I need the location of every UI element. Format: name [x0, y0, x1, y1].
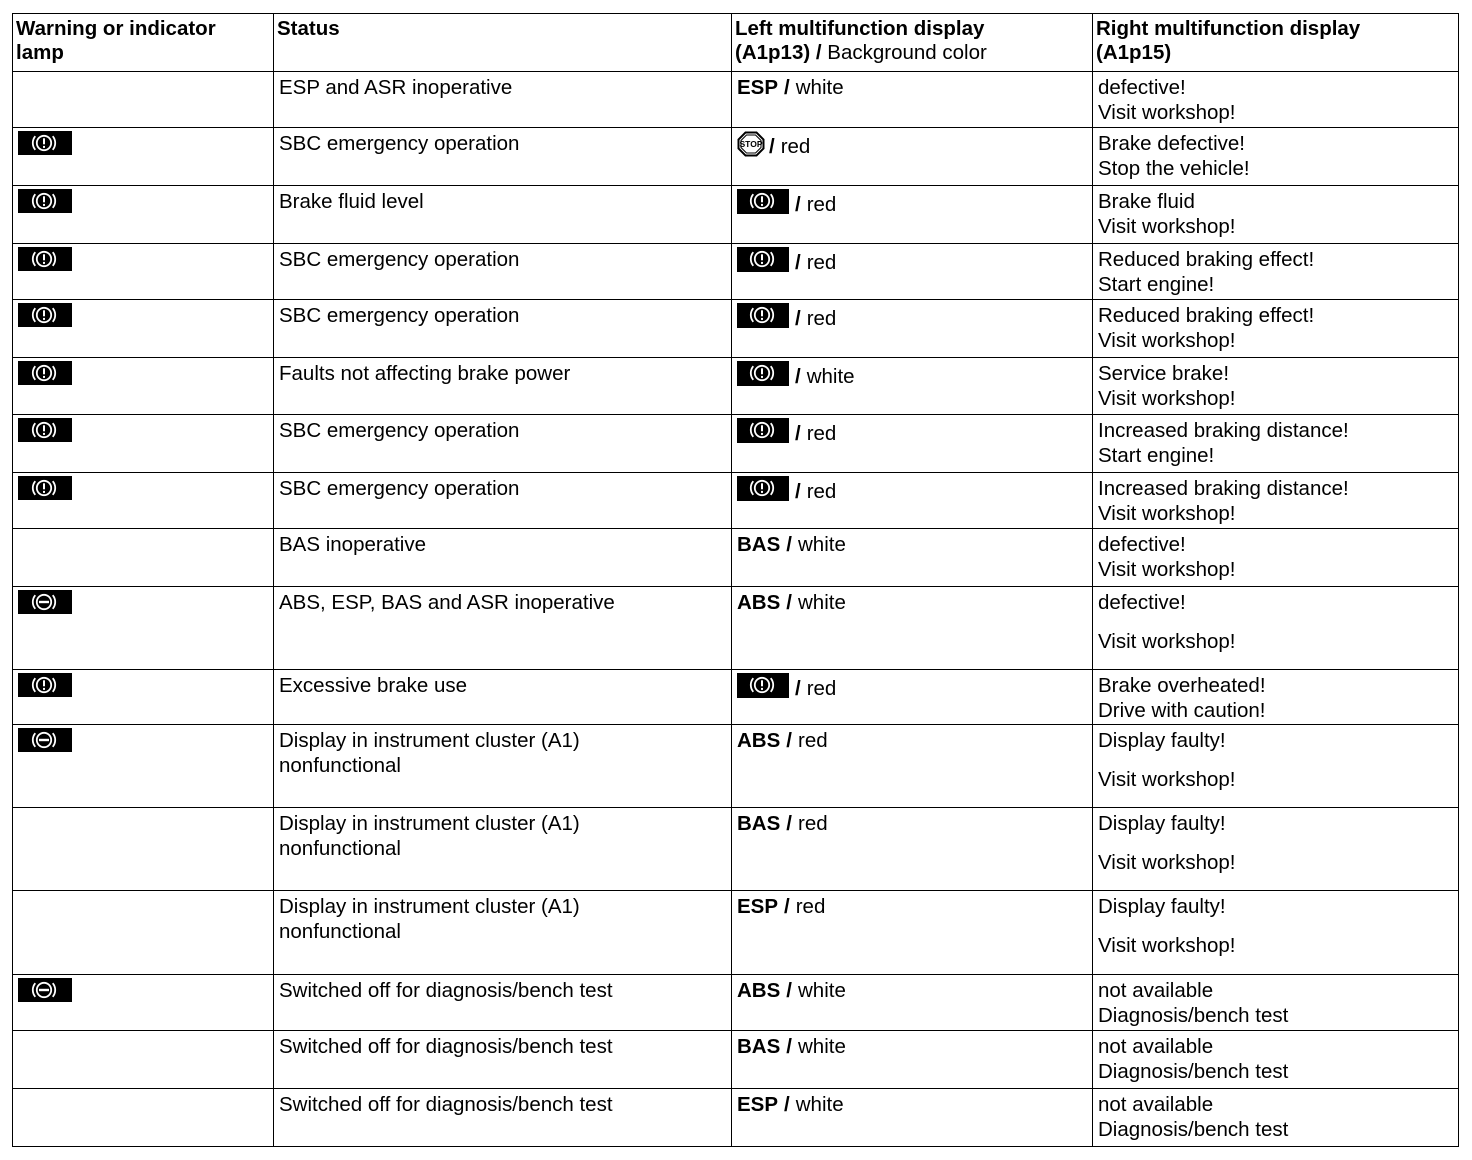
- message-spacer: [1098, 753, 1454, 767]
- header-right-display: [1093, 14, 1459, 72]
- display-symbol: ESP: [737, 76, 779, 99]
- message-text: Start engine!: [1098, 273, 1215, 296]
- message-text: Increased braking distance!: [1098, 419, 1349, 442]
- right-display-cell: [1093, 128, 1459, 186]
- lamp-cell: [13, 244, 274, 300]
- status-cell: [274, 128, 732, 186]
- lamp-cell: [13, 415, 274, 473]
- status-text: Display in instrument cluster (A1): [279, 729, 580, 752]
- right-display-cell: [1093, 473, 1459, 529]
- status-text: SBC emergency operation: [279, 477, 520, 500]
- message-spacer: [1098, 615, 1454, 629]
- left-display-cell: [732, 725, 1093, 808]
- lamp-cell: [13, 1031, 274, 1089]
- brake-warning-icon: [18, 361, 72, 385]
- svg-text:STOP: STOP: [739, 139, 763, 150]
- status-cell: [274, 186, 732, 244]
- message-text: not available: [1098, 979, 1214, 1002]
- left-display-cell: [732, 975, 1093, 1031]
- left-display-cell: [732, 186, 1093, 244]
- table-row: [13, 473, 1459, 529]
- right-display-cell: [1093, 808, 1459, 891]
- status-text: Switched off for diagnosis/bench test: [279, 979, 613, 1002]
- background-color-value: red: [806, 422, 837, 445]
- status-text: SBC emergency operation: [279, 304, 520, 327]
- table-row: [13, 358, 1459, 415]
- abs-warning-glyph: [29, 591, 59, 613]
- status-cell: [274, 244, 732, 300]
- status-cell: [274, 1089, 732, 1147]
- status-text: nonfunctional: [279, 837, 401, 860]
- status-cell: [274, 975, 732, 1031]
- brake-warning-icon: [737, 189, 789, 214]
- message-text: Start engine!: [1098, 444, 1215, 467]
- header-lamp-line2: lamp: [16, 41, 64, 64]
- brake-warning-icon: [737, 361, 789, 386]
- status-text: Faults not affecting brake power: [279, 362, 571, 385]
- display-symbol: ABS: [737, 979, 781, 1002]
- header-lamp-line1: Warning or indicator: [16, 17, 216, 40]
- background-color-value: red: [806, 307, 837, 330]
- message-text: defective!: [1098, 591, 1186, 614]
- table-row: [13, 186, 1459, 244]
- display-symbol: BAS: [737, 812, 781, 835]
- status-cell: [274, 587, 732, 670]
- right-display-cell: [1093, 72, 1459, 128]
- abs-warning-icon: [18, 978, 72, 1002]
- message-text: Visit workshop!: [1098, 329, 1236, 352]
- table-row: [13, 891, 1459, 975]
- table-row: [13, 670, 1459, 725]
- background-color-value: red: [795, 895, 826, 918]
- display-symbol: ESP: [737, 895, 779, 918]
- status-cell: [274, 808, 732, 891]
- table-row: [13, 72, 1459, 128]
- message-text: Visit workshop!: [1098, 934, 1236, 957]
- lamp-cell: [13, 808, 274, 891]
- display-separator: /: [786, 979, 792, 1002]
- status-cell: [274, 415, 732, 473]
- message-spacer: [1098, 919, 1454, 933]
- status-text: Switched off for diagnosis/bench test: [279, 1035, 613, 1058]
- brake-warning-glyph: [29, 304, 59, 326]
- background-color-value: white: [798, 591, 846, 614]
- status-cell: [274, 670, 732, 725]
- table-row: [13, 244, 1459, 300]
- left-display-cell: [732, 670, 1093, 725]
- header-lamp: [13, 14, 274, 72]
- brake-warning-icon: [737, 476, 789, 501]
- header-right-display-line1: Right multifunction display: [1096, 17, 1361, 40]
- left-display-cell: [732, 891, 1093, 975]
- background-color-value: white: [806, 365, 855, 388]
- display-separator: /: [795, 365, 801, 388]
- lamp-cell: [13, 300, 274, 358]
- background-color-value: white: [795, 1093, 844, 1116]
- brake-warning-glyph: [29, 419, 59, 441]
- status-cell: [274, 725, 732, 808]
- header-left-display-code: (A1p13): [735, 41, 811, 64]
- brake-warning-glyph: [29, 132, 59, 154]
- lamp-cell: [13, 975, 274, 1031]
- brake-warning-icon: [18, 418, 72, 442]
- status-text: Display in instrument cluster (A1): [279, 812, 580, 835]
- left-display-cell: [732, 244, 1093, 300]
- display-symbol: ESP: [737, 1093, 779, 1116]
- background-color-value: red: [806, 480, 837, 503]
- message-text: not available: [1098, 1093, 1214, 1116]
- header-left-display: [732, 14, 1093, 72]
- table-row: [13, 128, 1459, 186]
- brake-warning-glyph: [29, 362, 59, 384]
- display-separator: /: [784, 895, 790, 918]
- message-text: Diagnosis/bench test: [1098, 1004, 1289, 1027]
- lamp-cell: [13, 587, 274, 670]
- message-text: defective!: [1098, 76, 1186, 99]
- left-display-cell: [732, 72, 1093, 128]
- left-display-cell: [732, 300, 1093, 358]
- display-separator: /: [795, 193, 801, 216]
- lamp-cell: [13, 186, 274, 244]
- abs-warning-glyph: [29, 979, 59, 1001]
- message-text: Visit workshop!: [1098, 768, 1236, 791]
- status-cell: [274, 72, 732, 128]
- lamp-cell: [13, 670, 274, 725]
- left-display-cell: [732, 1089, 1093, 1147]
- message-text: Display faulty!: [1098, 895, 1226, 918]
- message-text: Stop the vehicle!: [1098, 157, 1250, 180]
- abs-warning-icon: [18, 728, 72, 752]
- lamp-cell: [13, 1089, 274, 1147]
- left-display-cell: [732, 1031, 1093, 1089]
- message-text: Visit workshop!: [1098, 558, 1236, 581]
- message-text: defective!: [1098, 533, 1186, 556]
- message-text: Visit workshop!: [1098, 502, 1236, 525]
- right-display-cell: [1093, 529, 1459, 587]
- brake-warning-glyph: [29, 477, 59, 499]
- table-row: [13, 725, 1459, 808]
- header-background-color: Background color: [827, 41, 987, 64]
- right-display-cell: [1093, 186, 1459, 244]
- brake-warning-icon: [18, 247, 72, 271]
- background-color-value: white: [798, 533, 846, 556]
- brake-warning-icon: [737, 303, 789, 328]
- right-display-cell: [1093, 415, 1459, 473]
- table-row: [13, 587, 1459, 670]
- left-display-cell: [732, 473, 1093, 529]
- message-text: Reduced braking effect!: [1098, 248, 1315, 271]
- display-symbol: BAS: [737, 1035, 781, 1058]
- lamp-cell: [13, 529, 274, 587]
- lamp-cell: [13, 891, 274, 975]
- status-text: BAS inoperative: [279, 533, 427, 556]
- header-left-display-slash: /: [815, 41, 822, 64]
- message-text: not available: [1098, 1035, 1214, 1058]
- message-text: Visit workshop!: [1098, 387, 1236, 410]
- table-row: [13, 529, 1459, 587]
- abs-warning-icon: [18, 590, 72, 614]
- display-separator: /: [786, 1035, 792, 1058]
- table-row: [13, 975, 1459, 1031]
- message-text: Brake fluid: [1098, 190, 1195, 213]
- status-text: SBC emergency operation: [279, 132, 520, 155]
- status-cell: [274, 529, 732, 587]
- brake-warning-glyph: [747, 477, 777, 499]
- status-cell: [274, 1031, 732, 1089]
- background-color-value: red: [806, 193, 837, 216]
- table-header-row: [13, 14, 1459, 72]
- status-text: ABS, ESP, BAS and ASR inoperative: [279, 591, 615, 614]
- right-display-cell: [1093, 244, 1459, 300]
- left-display-cell: [732, 808, 1093, 891]
- display-separator: /: [786, 591, 792, 614]
- display-separator: /: [795, 480, 801, 503]
- right-display-cell: [1093, 725, 1459, 808]
- right-display-cell: [1093, 975, 1459, 1031]
- message-text: Increased braking distance!: [1098, 477, 1349, 500]
- lamp-cell: [13, 128, 274, 186]
- brake-warning-glyph: [747, 362, 777, 384]
- brake-warning-icon: [18, 673, 72, 697]
- right-display-cell: [1093, 670, 1459, 725]
- header-status: Status: [274, 14, 732, 72]
- left-display-cell: [732, 587, 1093, 670]
- table-row: [13, 1031, 1459, 1089]
- left-display-cell: [732, 529, 1093, 587]
- status-text: Switched off for diagnosis/bench test: [279, 1093, 613, 1116]
- lamp-cell: [13, 72, 274, 128]
- brake-warning-table: [12, 13, 1459, 1147]
- table-row: [13, 415, 1459, 473]
- display-separator: /: [786, 729, 792, 752]
- status-text: Excessive brake use: [279, 674, 468, 697]
- message-text: Display faulty!: [1098, 729, 1226, 752]
- left-display-cell: [732, 415, 1093, 473]
- right-display-cell: [1093, 358, 1459, 415]
- display-separator: /: [795, 422, 801, 445]
- header-left-display-line1: Left multifunction display: [735, 17, 985, 40]
- message-text: Visit workshop!: [1098, 630, 1236, 653]
- brake-warning-icon: [737, 673, 789, 698]
- brake-warning-icon: [737, 247, 789, 272]
- message-text: Diagnosis/bench test: [1098, 1118, 1289, 1141]
- display-separator: /: [769, 135, 775, 158]
- right-display-cell: [1093, 1089, 1459, 1147]
- display-separator: /: [786, 533, 792, 556]
- message-text: Visit workshop!: [1098, 215, 1236, 238]
- background-color-value: red: [780, 135, 811, 158]
- display-separator: /: [795, 251, 801, 274]
- status-text: nonfunctional: [279, 920, 401, 943]
- status-text: Brake fluid level: [279, 190, 424, 213]
- display-separator: /: [795, 307, 801, 330]
- header-left-display-line2: [735, 41, 1088, 65]
- message-text: Visit workshop!: [1098, 101, 1236, 124]
- display-symbol: ABS: [737, 591, 781, 614]
- right-display-cell: [1093, 1031, 1459, 1089]
- brake-warning-glyph: [747, 248, 777, 270]
- message-spacer: [1098, 836, 1454, 850]
- message-text: Brake overheated!: [1098, 674, 1266, 697]
- message-text: Brake defective!: [1098, 132, 1245, 155]
- status-text: SBC emergency operation: [279, 419, 520, 442]
- header-right-display-line2: (A1p15): [1096, 41, 1172, 64]
- display-separator: /: [784, 76, 790, 99]
- right-display-cell: [1093, 891, 1459, 975]
- brake-warning-icon: [18, 476, 72, 500]
- table-row: [13, 1089, 1459, 1147]
- table-row: [13, 300, 1459, 358]
- brake-warning-glyph: [747, 304, 777, 326]
- status-text: SBC emergency operation: [279, 248, 520, 271]
- display-separator: /: [795, 677, 801, 700]
- background-color-value: red: [806, 677, 837, 700]
- status-cell: [274, 300, 732, 358]
- lamp-cell: [13, 473, 274, 529]
- right-display-cell: [1093, 587, 1459, 670]
- lamp-cell: [13, 725, 274, 808]
- brake-warning-glyph: [747, 674, 777, 696]
- status-cell: [274, 473, 732, 529]
- brake-warning-icon: [18, 131, 72, 155]
- display-separator: /: [786, 812, 792, 835]
- background-color-value: white: [795, 76, 844, 99]
- brake-warning-icon: [18, 303, 72, 327]
- status-text: nonfunctional: [279, 754, 401, 777]
- brake-warning-icon: [737, 418, 789, 443]
- right-display-cell: [1093, 300, 1459, 358]
- status-cell: [274, 358, 732, 415]
- background-color-value: red: [798, 812, 828, 835]
- message-text: Display faulty!: [1098, 812, 1226, 835]
- brake-warning-glyph: [29, 674, 59, 696]
- display-symbol: BAS: [737, 533, 781, 556]
- stop-glyph: [737, 131, 765, 157]
- message-text: Reduced braking effect!: [1098, 304, 1315, 327]
- left-display-cell: [732, 358, 1093, 415]
- abs-warning-glyph: [29, 729, 59, 751]
- brake-warning-glyph: [29, 190, 59, 212]
- message-text: Visit workshop!: [1098, 851, 1236, 874]
- lamp-cell: [13, 358, 274, 415]
- message-text: Drive with caution!: [1098, 699, 1266, 722]
- brake-warning-glyph: [747, 190, 777, 212]
- brake-warning-glyph: [29, 248, 59, 270]
- message-text: Diagnosis/bench test: [1098, 1060, 1289, 1083]
- status-text: ESP and ASR inoperative: [279, 76, 513, 99]
- display-separator: /: [784, 1093, 790, 1116]
- table-row: [13, 808, 1459, 891]
- background-color-value: red: [806, 251, 837, 274]
- background-color-value: white: [798, 1035, 846, 1058]
- status-cell: [274, 891, 732, 975]
- status-text: Display in instrument cluster (A1): [279, 895, 580, 918]
- stop-icon: [737, 131, 765, 163]
- brake-warning-icon: [18, 189, 72, 213]
- display-symbol: ABS: [737, 729, 781, 752]
- table-body: [13, 72, 1459, 1147]
- background-color-value: red: [798, 729, 828, 752]
- brake-warning-glyph: [747, 419, 777, 441]
- left-display-cell: [732, 128, 1093, 186]
- message-text: Service brake!: [1098, 362, 1230, 385]
- background-color-value: white: [798, 979, 846, 1002]
